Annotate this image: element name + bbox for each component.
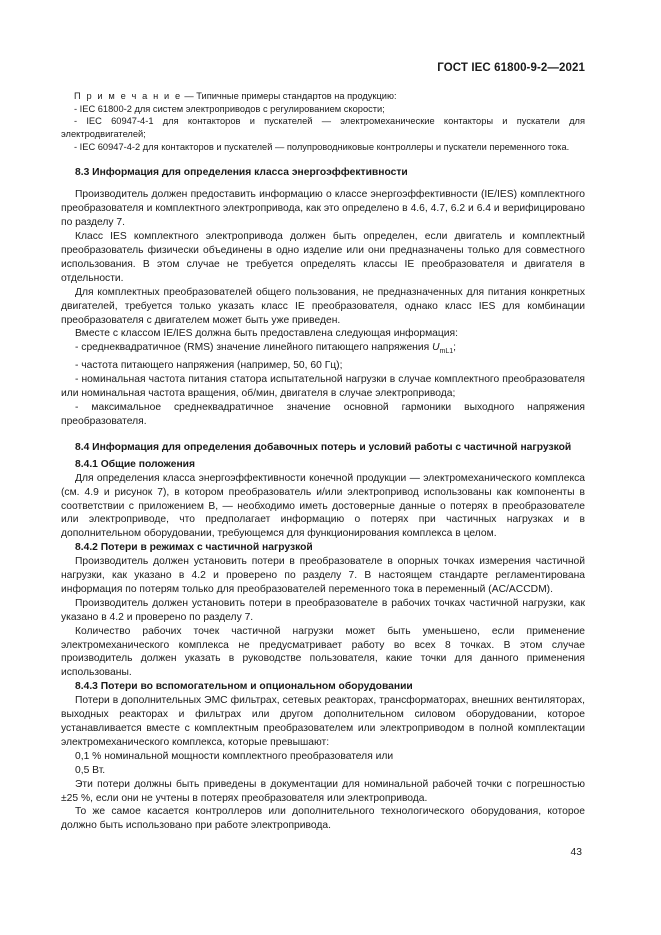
- paragraph: Класс IES комплектного электропривода должен быть определен, если двигатель и комплектный преобразователь физически объединены в одно изделие или они предназначены только для совместного использования. В этом случае не требуется определять классы IE преобразователя и двигателя в отдельности.: [61, 231, 585, 284]
- paragraph: Для комплектных преобразователей общего пользования, не предназначенных для питания конкретных двигателей, требуется только указать класс IE преобразователя, однако класс IES для комбинации преобразователя с двигателем может быть уже приведен.: [61, 286, 585, 326]
- note-item: - IEC 61800-2 для систем электроприводов с регулированием скорости;: [74, 103, 385, 114]
- section-8-4-3-heading: 8.4.3 Потери во вспомогательном и опциональном оборудовании: [75, 681, 413, 693]
- note-item: - IEC 60947-4-1 для контакторов и пускателей — электромеханические контакторы и пускатели для электродвигателей;: [61, 116, 585, 140]
- paragraph: Производитель должен установить потери в преобразователе в рабочих точках частичной нагрузки, как указано в 4.2 и проверено по разделу 7.: [61, 597, 585, 623]
- note-item: - IEC 60947-4-2 для контакторов и пускателей — полупроводниковые контроллеры и пускатели переменного тока.: [74, 141, 570, 152]
- bullet-text: - среднеквадратичное (RMS) значение линейного питающего напряжения: [75, 342, 433, 354]
- paragraph: Производитель должен предоставить информацию о классе энергоэффективности (IE/IES) комплектного преобразователя и комплектного электропривода, как это определено в 4.6, 4.7, 6.2 и 6.4 и верифицировано по разделу 7.: [61, 189, 585, 229]
- paragraph: Эти потери должны быть приведены в документации для номинальной рабочей точки с погрешностью ±25 %, если они не учтены в потерях преобразователя или электропривода.: [61, 778, 585, 804]
- paragraph: Потери в дополнительных ЭМС фильтрах, сетевых реакторах, трансформаторах, внешних вентиляторах, выходных реакторах и фильтрах или другом дополнительном силовом оборудовании, которое устанавливается вместе с комплектным преобразователем или электроприводом в полной комплектации электромеханического комплекса, которые превышают:: [61, 695, 585, 748]
- note-block: [61, 90, 585, 154]
- voltage-subscript: mL1: [439, 348, 454, 356]
- section-8-3-heading: 8.3 Информация для определения класса энергоэффективности: [75, 166, 408, 178]
- note-intro: [61, 90, 585, 103]
- section-8-4-2-heading: 8.4.2 Потери в режимах с частичной нагрузкой: [75, 542, 313, 554]
- standard-header: ГОСТ IEC 61800-9-2—2021: [437, 62, 585, 74]
- paragraph: Производитель должен установить потери в преобразователе в опорных точках измерения частичной нагрузки, как указано в 4.2 и проверено по разделу 7. В настоящем стандарте регламентирована информация по потерям только для преобразователей переменного тока в переменный (AC/ACCDM).: [61, 556, 585, 595]
- list-line: 0,5 Вт.: [75, 764, 106, 776]
- paragraph: Вместе с классом IE/IES должна быть предоставлена следующая информация:: [75, 328, 458, 340]
- paragraph: Количество рабочих точек частичной нагрузки может быть уменьшено, если применение электромеханического комплекса не предусматривает работу во всех 8 точках. В этом случае производитель должен указать в руководстве пользователя, какие точки для данного применения использованы.: [61, 625, 585, 679]
- page-content: [61, 90, 585, 833]
- bullet-item: - максимальное среднеквадратичное значение основной гармоники выходного напряжения преобразователя.: [61, 402, 585, 427]
- bullet-item: - номинальная частота питания статора испытательной нагрузки в случае комплектного преобразователя или номинальная частота вращения, об/мин, двигателя в случае электропривода;: [61, 374, 585, 400]
- section-8-4-heading: 8.4 Информация для определения добавочных потерь и условий работы с частичной нагрузкой: [75, 441, 572, 453]
- list-line: 0,1 % номинальной мощности комплектного преобразователя или: [75, 750, 394, 762]
- page-number: 43: [570, 847, 582, 858]
- paragraph: То же самое касается контроллеров или дополнительного технологического оборудования, которое должно быть использовано при работе электропривода.: [61, 806, 585, 832]
- section-8-4-1-heading: 8.4.1 Общие положения: [75, 458, 195, 470]
- paragraph: Для определения класса энергоэффективности конечной продукции — электромеханического комплекса (см. 4.9 и рисунок 7), в котором преобразователь и/или электропривод использованы как компоненты в соответствии с приложением В, — необходимо иметь достоверные данные о потерях в преобразователе или электроприводе, что предполагает информацию о потерях при частичных нагрузках и в дополнительном оборудовании, требующемся для функционирования комплекса в целом.: [61, 472, 585, 540]
- note-intro-text: — Типичные примеры стандартов на продукцию:: [181, 91, 397, 101]
- bullet-item: [61, 341, 585, 359]
- bullet-item: - частота питающего напряжения (например, 50, 60 Гц);: [75, 360, 343, 372]
- bullet-end: ;: [453, 342, 456, 354]
- note-label: П р и м е ч а н и е: [74, 91, 182, 101]
- voltage-symbol: U: [432, 342, 440, 354]
